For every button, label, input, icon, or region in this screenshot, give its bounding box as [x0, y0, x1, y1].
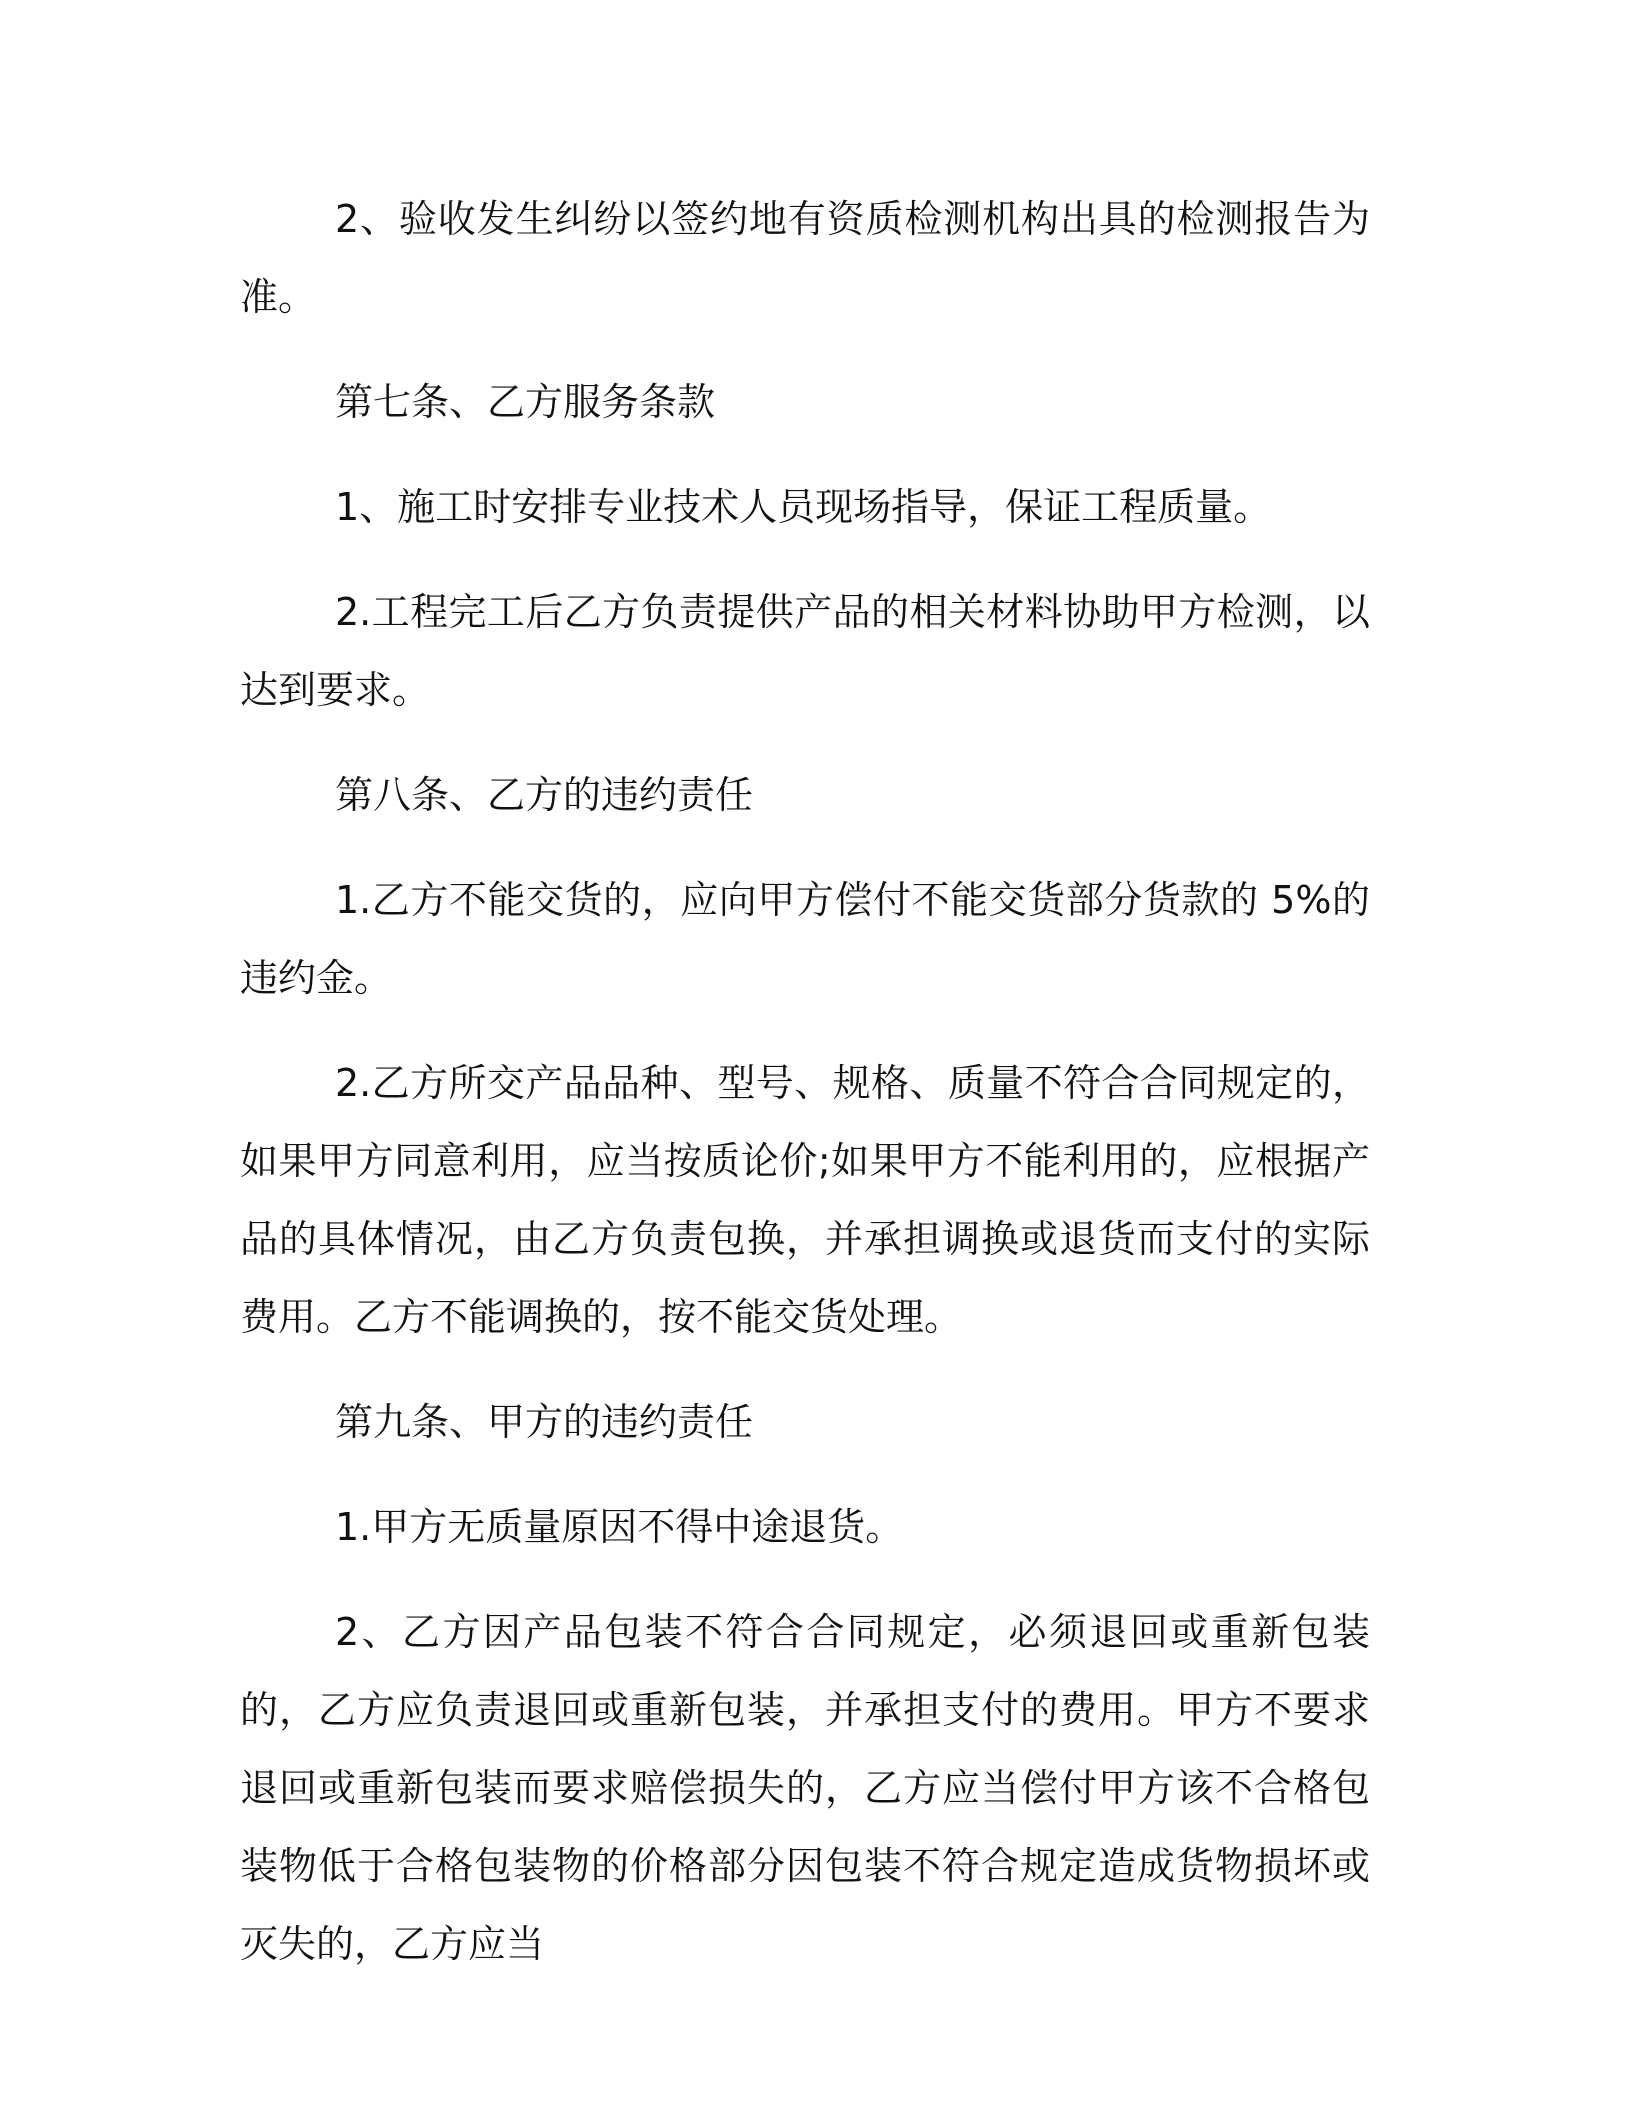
paragraph-article-9-item-2: 2、乙方因产品包装不符合合同规定，必须退回或重新包装的，乙方应负责退回或重新包装，并承担支付的费用。甲方不要求退回或重新包装而要求赔偿损失的，乙方应当偿付甲方该不合格包装物低于合格包装物的价格部分因包装不符合规定造成货物损坏或灭失的，乙方应当 [240, 1610, 1370, 1966]
heading-article-9: 第九条、甲方的违约责任 [335, 1400, 754, 1444]
paragraph-inspection-dispute: 2、验收发生纠纷以签约地有资质检测机构出具的检测报告为准。 [240, 197, 1370, 319]
heading-article-8: 第八条、乙方的违约责任 [335, 773, 754, 817]
heading-article-7: 第七条、乙方服务条款 [335, 380, 716, 424]
paragraph-article-9-item-1: 1.甲方无质量原因不得中途退货。 [335, 1505, 904, 1549]
paragraph-article-8-item-2: 2.乙方所交产品品种、型号、规格、质量不符合合同规定的，如果甲方同意利用，应当按质论价;如果甲方不能利用的，应根据产品的具体情况，由乙方负责包换，并承担调换或退货而支付的实际费用。乙方不能调换的，按不能交货处理。 [240, 1061, 1370, 1339]
paragraph-article-7-item-1: 1、施工时安排专业技术人员现场指导，保证工程质量。 [335, 485, 1272, 529]
paragraph-article-8-item-1: 1.乙方不能交货的，应向甲方偿付不能交货部分货款的 5%的违约金。 [240, 878, 1370, 1000]
paragraph-article-7-item-2: 2.工程完工后乙方负责提供产品的相关材料协助甲方检测，以达到要求。 [240, 590, 1370, 712]
document-body [240, 180, 1370, 2010]
